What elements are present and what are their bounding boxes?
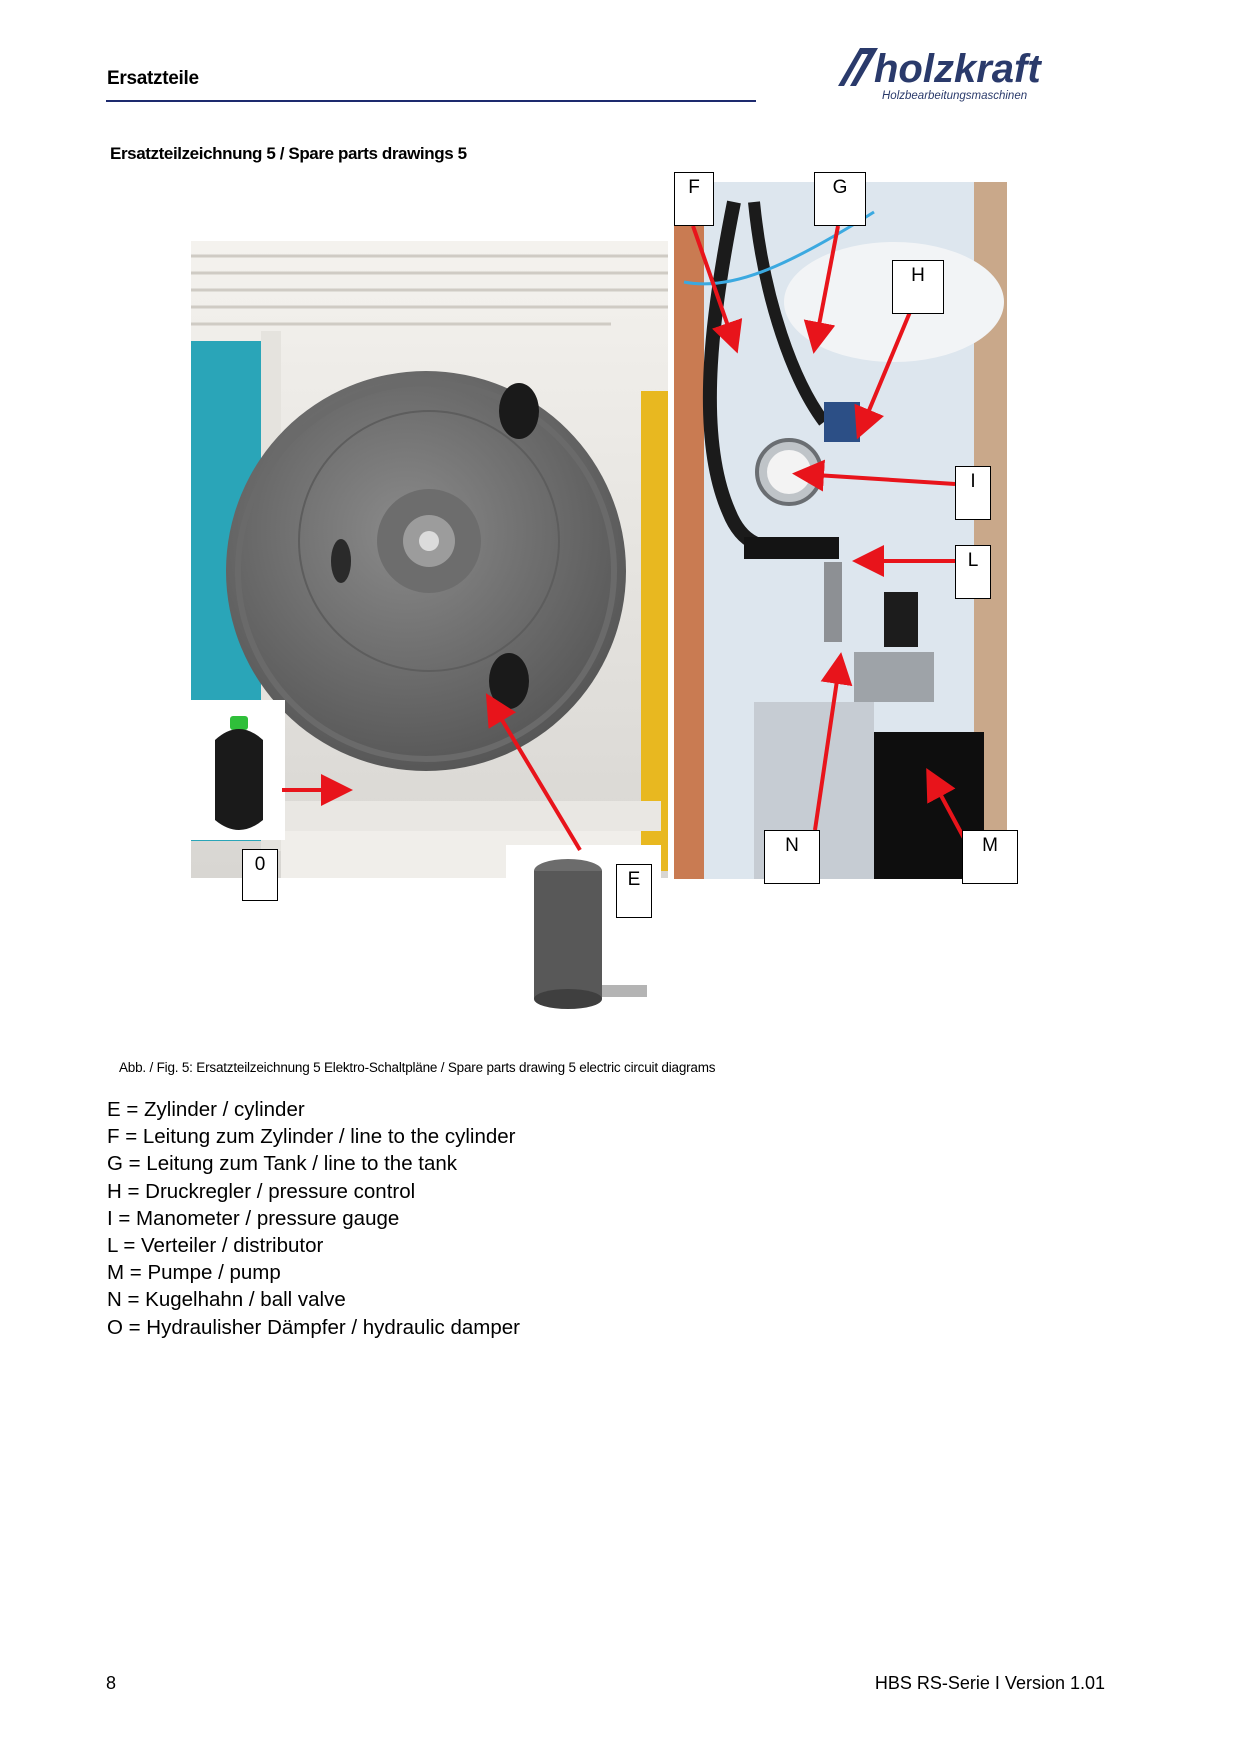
- legend-item: M = Pumpe / pump: [107, 1261, 281, 1285]
- figure-caption: Abb. / Fig. 5: Ersatzteilzeichnung 5 Elektro-Schaltpläne / Spare parts drawing 5 electric circuit diagrams: [119, 1060, 716, 1075]
- page-number: 8: [106, 1673, 117, 1693]
- label-n: N: [764, 830, 820, 884]
- label-e: E: [616, 864, 652, 918]
- legend-item: H = Druckregler / pressure control: [107, 1179, 416, 1203]
- legend-item: L = Verteiler / distributor: [107, 1234, 324, 1258]
- legend-item: G = Leitung zum Tank / line to the tank: [107, 1152, 458, 1176]
- label-o: 0: [242, 849, 278, 901]
- label-i: I: [955, 466, 991, 520]
- logo-text: holzkraft: [874, 47, 1041, 91]
- legend-item: O = Hydraulisher Dämpfer / hydraulic damper: [107, 1315, 521, 1339]
- label-f: F: [674, 172, 714, 226]
- header-title: Ersatzteile: [107, 68, 199, 89]
- legend-item: F = Leitung zum Zylinder / line to the cylinder: [107, 1125, 516, 1149]
- label-l: L: [955, 545, 991, 599]
- logo-tagline: Holzbearbeitungsmaschinen: [882, 90, 1028, 102]
- label-h: H: [892, 260, 944, 314]
- label-m: M: [962, 830, 1018, 884]
- section-title: Ersatzteilzeichnung 5 / Spare parts drawings 5: [110, 144, 467, 163]
- parts-legend: [107, 1096, 520, 1341]
- label-g: G: [814, 172, 866, 226]
- legend-item: N = Kugelhahn / ball valve: [107, 1288, 346, 1312]
- document-version: HBS RS-Serie I Version 1.01: [874, 1673, 1105, 1693]
- legend-item: E = Zylinder / cylinder: [107, 1098, 305, 1121]
- legend-item: I = Manometer / pressure gauge: [107, 1206, 400, 1230]
